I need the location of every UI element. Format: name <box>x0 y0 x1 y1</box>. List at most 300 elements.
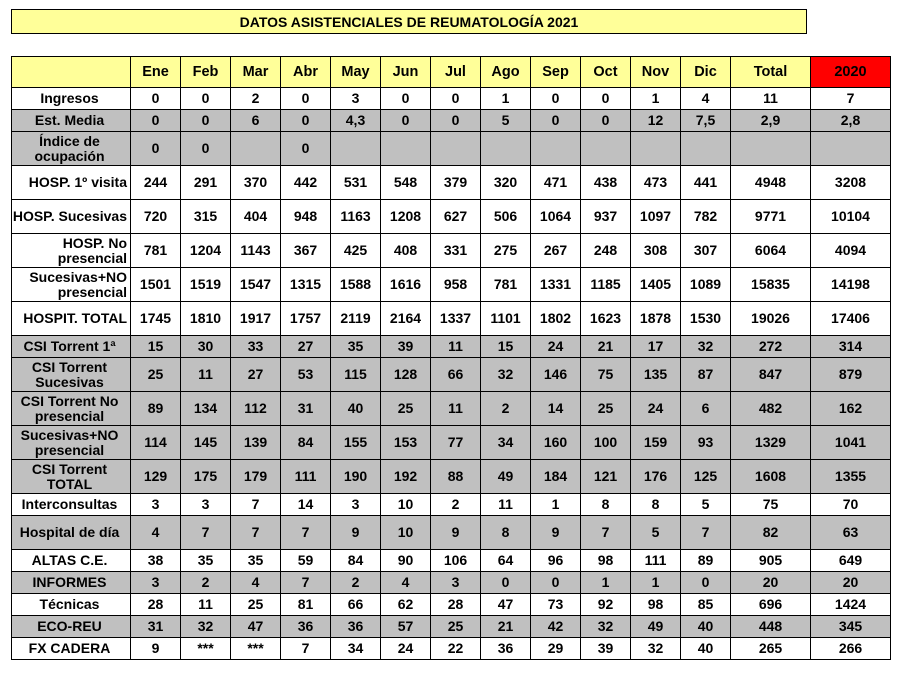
table-cell: 4 <box>231 572 281 594</box>
header-corner <box>12 57 131 88</box>
row-label: Índice de ocupación <box>12 132 131 166</box>
table-cell: 425 <box>331 234 381 268</box>
table-cell: 40 <box>681 616 731 638</box>
table-cell: 49 <box>631 616 681 638</box>
table-cell: 1623 <box>581 302 631 336</box>
table-cell: 7 <box>281 638 331 660</box>
table-cell: 111 <box>281 460 331 494</box>
table-cell: 14 <box>531 392 581 426</box>
table-cell: 84 <box>331 550 381 572</box>
table-cell <box>431 132 481 166</box>
table-cell: 1745 <box>131 302 181 336</box>
table-row <box>12 516 891 550</box>
table-cell: 145 <box>181 426 231 460</box>
table-cell: 77 <box>431 426 481 460</box>
row-label: FX CADERA <box>12 638 131 660</box>
table-cell: 11 <box>181 594 231 616</box>
table-cell: 4 <box>381 572 431 594</box>
column-header: Jul <box>431 57 481 88</box>
table-cell: 3 <box>181 494 231 516</box>
table-cell: 1185 <box>581 268 631 302</box>
table-cell: 85 <box>681 594 731 616</box>
table-cell: 7 <box>231 516 281 550</box>
table-cell: 1547 <box>231 268 281 302</box>
table-cell: 1 <box>631 572 681 594</box>
table-cell: 11 <box>481 494 531 516</box>
table-cell: 63 <box>811 516 891 550</box>
table-cell: 14 <box>281 494 331 516</box>
table-cell: 367 <box>281 234 331 268</box>
table-row <box>12 268 891 302</box>
column-header: Feb <box>181 57 231 88</box>
table-cell: 1810 <box>181 302 231 336</box>
row-label: HOSP. 1º visita <box>12 166 131 200</box>
table-cell: 3 <box>331 88 381 110</box>
table-cell: 720 <box>131 200 181 234</box>
table-cell: 159 <box>631 426 681 460</box>
table-cell: 32 <box>631 638 681 660</box>
table-cell: 36 <box>281 616 331 638</box>
table-cell: 275 <box>481 234 531 268</box>
table-cell: 7 <box>281 572 331 594</box>
table-cell: 32 <box>581 616 631 638</box>
column-header: May <box>331 57 381 88</box>
table-cell: 0 <box>181 132 231 166</box>
table-cell: 88 <box>431 460 481 494</box>
table-cell: 9 <box>431 516 481 550</box>
table-cell: 39 <box>581 638 631 660</box>
table-cell: 29 <box>531 638 581 660</box>
table-cell: 11 <box>431 392 481 426</box>
table-cell: 1315 <box>281 268 331 302</box>
table-cell: 438 <box>581 166 631 200</box>
row-label: INFORMES <box>12 572 131 594</box>
table-row <box>12 166 891 200</box>
table-cell: 1616 <box>381 268 431 302</box>
table-cell: 649 <box>811 550 891 572</box>
column-header: Sep <box>531 57 581 88</box>
table-cell: 36 <box>331 616 381 638</box>
table-cell: 627 <box>431 200 481 234</box>
table-cell <box>531 132 581 166</box>
table-cell: 146 <box>531 358 581 392</box>
report-title: DATOS ASISTENCIALES DE REUMATOLOGÍA 2021 <box>11 9 807 34</box>
table-cell: 379 <box>431 166 481 200</box>
table-cell: 1530 <box>681 302 731 336</box>
table-cell: 0 <box>181 110 231 132</box>
column-header: Nov <box>631 57 681 88</box>
table-row <box>12 460 891 494</box>
table-cell: 0 <box>381 110 431 132</box>
table-cell: 75 <box>731 494 811 516</box>
table-cell: 66 <box>331 594 381 616</box>
table-cell: 49 <box>481 460 531 494</box>
table-cell: 9 <box>131 638 181 660</box>
table-cell: 135 <box>631 358 681 392</box>
table-cell: 75 <box>581 358 631 392</box>
table-cell: 22 <box>431 638 481 660</box>
table-row <box>12 616 891 638</box>
table-cell: 0 <box>381 88 431 110</box>
table-cell: 1331 <box>531 268 581 302</box>
table-cell: 27 <box>231 358 281 392</box>
table-cell: 57 <box>381 616 431 638</box>
table-cell: 2 <box>181 572 231 594</box>
table-cell: 1097 <box>631 200 681 234</box>
table-cell: 2164 <box>381 302 431 336</box>
table-cell: 3 <box>331 494 381 516</box>
table-cell: 73 <box>531 594 581 616</box>
table-cell: 30 <box>181 336 231 358</box>
table-row <box>12 200 891 234</box>
table-cell: 0 <box>131 132 181 166</box>
table-cell <box>581 132 631 166</box>
table-cell: 17 <box>631 336 681 358</box>
table-cell: 27 <box>281 336 331 358</box>
table-cell: 8 <box>481 516 531 550</box>
table-cell: 0 <box>531 110 581 132</box>
table-cell: 21 <box>581 336 631 358</box>
table-cell: 35 <box>181 550 231 572</box>
column-header: Ene <box>131 57 181 88</box>
table-cell: 35 <box>331 336 381 358</box>
table-cell: 345 <box>811 616 891 638</box>
table-cell: 38 <box>131 550 181 572</box>
table-cell: 11 <box>731 88 811 110</box>
table-cell: 0 <box>131 110 181 132</box>
table-cell: 0 <box>531 572 581 594</box>
table-cell: 2 <box>431 494 481 516</box>
table-cell: 7 <box>281 516 331 550</box>
table-cell: 0 <box>281 132 331 166</box>
table-cell: 40 <box>331 392 381 426</box>
row-label: Sucesivas+NO presencial <box>12 268 131 302</box>
row-label: Ingresos <box>12 88 131 110</box>
table-cell: 17406 <box>811 302 891 336</box>
table-cell: 4,3 <box>331 110 381 132</box>
table-cell: 1878 <box>631 302 681 336</box>
table-row <box>12 302 891 336</box>
table-cell: 1089 <box>681 268 731 302</box>
table-cell: 24 <box>381 638 431 660</box>
table-cell <box>481 132 531 166</box>
row-label: HOSP. Sucesivas <box>12 200 131 234</box>
header-row <box>12 57 891 88</box>
table-cell: 2 <box>481 392 531 426</box>
table-cell: 0 <box>581 88 631 110</box>
table-cell: 9 <box>331 516 381 550</box>
table-cell: 448 <box>731 616 811 638</box>
table-cell: 5 <box>481 110 531 132</box>
table-cell: 782 <box>681 200 731 234</box>
table-cell: 36 <box>481 638 531 660</box>
column-header: Mar <box>231 57 281 88</box>
row-label: CSI Torrent Sucesivas <box>12 358 131 392</box>
table-cell: 1519 <box>181 268 231 302</box>
table-cell: 2,9 <box>731 110 811 132</box>
table-cell: 0 <box>181 88 231 110</box>
table-cell <box>631 132 681 166</box>
table-cell: 781 <box>481 268 531 302</box>
table-row <box>12 358 891 392</box>
table-cell: 548 <box>381 166 431 200</box>
table-cell: 291 <box>181 166 231 200</box>
table-cell: 1917 <box>231 302 281 336</box>
table-cell: 106 <box>431 550 481 572</box>
table-cell: 53 <box>281 358 331 392</box>
table-cell: 4 <box>131 516 181 550</box>
table-cell: 781 <box>131 234 181 268</box>
table-cell: 482 <box>731 392 811 426</box>
table-row <box>12 494 891 516</box>
table-cell: 10 <box>381 516 431 550</box>
table-cell: 153 <box>381 426 431 460</box>
table-cell: 9771 <box>731 200 811 234</box>
table-cell: 24 <box>631 392 681 426</box>
column-header: Ago <box>481 57 531 88</box>
table-cell: 0 <box>481 572 531 594</box>
table-cell: 100 <box>581 426 631 460</box>
table-cell: 272 <box>731 336 811 358</box>
table-cell: 15 <box>131 336 181 358</box>
table-cell: 473 <box>631 166 681 200</box>
table-cell: 90 <box>381 550 431 572</box>
row-label: Sucesivas+NO presencial <box>12 426 131 460</box>
table-cell: 1424 <box>811 594 891 616</box>
table-cell: 6064 <box>731 234 811 268</box>
table-cell: 47 <box>481 594 531 616</box>
table-cell <box>231 132 281 166</box>
table-cell: 1 <box>631 88 681 110</box>
table-cell: 114 <box>131 426 181 460</box>
table-cell: 24 <box>531 336 581 358</box>
table-row <box>12 132 891 166</box>
table-cell: 62 <box>381 594 431 616</box>
table-cell: 8 <box>581 494 631 516</box>
column-header: Oct <box>581 57 631 88</box>
table-cell: 32 <box>181 616 231 638</box>
table-cell: 34 <box>331 638 381 660</box>
data-table <box>11 56 891 660</box>
table-cell: 1588 <box>331 268 381 302</box>
table-cell: 4948 <box>731 166 811 200</box>
table-cell: 25 <box>431 616 481 638</box>
table-cell: 15835 <box>731 268 811 302</box>
table-cell: 370 <box>231 166 281 200</box>
table-cell: 162 <box>811 392 891 426</box>
table-cell: 1204 <box>181 234 231 268</box>
table-cell: 34 <box>481 426 531 460</box>
table-cell: 1608 <box>731 460 811 494</box>
table-cell: 25 <box>131 358 181 392</box>
table-row <box>12 88 891 110</box>
table-cell <box>381 132 431 166</box>
table-cell: 1501 <box>131 268 181 302</box>
table-cell: 2 <box>331 572 381 594</box>
table-cell: 696 <box>731 594 811 616</box>
table-cell: 66 <box>431 358 481 392</box>
table-cell: 1355 <box>811 460 891 494</box>
table-cell: 0 <box>681 572 731 594</box>
table-cell: 25 <box>381 392 431 426</box>
table-cell: 14198 <box>811 268 891 302</box>
row-label: ECO-REU <box>12 616 131 638</box>
table-cell: 42 <box>531 616 581 638</box>
table-cell: 175 <box>181 460 231 494</box>
table-cell: 331 <box>431 234 481 268</box>
table-cell: 0 <box>431 88 481 110</box>
table-cell: 121 <box>581 460 631 494</box>
table-cell: 33 <box>231 336 281 358</box>
table-cell: 98 <box>581 550 631 572</box>
table-cell: 112 <box>231 392 281 426</box>
table-cell: 1405 <box>631 268 681 302</box>
table-body <box>12 88 891 660</box>
row-label: CSI Torrent No presencial <box>12 392 131 426</box>
table-cell: 958 <box>431 268 481 302</box>
table-cell: 59 <box>281 550 331 572</box>
table-cell: 937 <box>581 200 631 234</box>
table-cell: 64 <box>481 550 531 572</box>
table-row <box>12 234 891 268</box>
table-cell: 248 <box>581 234 631 268</box>
table-row <box>12 594 891 616</box>
table-cell: 28 <box>431 594 481 616</box>
column-header: Abr <box>281 57 331 88</box>
table-cell: 20 <box>811 572 891 594</box>
table-cell: 7 <box>581 516 631 550</box>
table-cell: 7 <box>681 516 731 550</box>
table-cell: 176 <box>631 460 681 494</box>
column-header: 2020 <box>811 57 891 88</box>
table-cell: 1143 <box>231 234 281 268</box>
table-cell: 10 <box>381 494 431 516</box>
table-cell: 471 <box>531 166 581 200</box>
table-cell: 266 <box>811 638 891 660</box>
table-cell: 93 <box>681 426 731 460</box>
table-cell: 6 <box>681 392 731 426</box>
table-cell: 2 <box>231 88 281 110</box>
table-cell: 31 <box>131 616 181 638</box>
table-cell: 0 <box>581 110 631 132</box>
table-cell: 2119 <box>331 302 381 336</box>
table-row <box>12 572 891 594</box>
table-cell <box>681 132 731 166</box>
table-cell: 115 <box>331 358 381 392</box>
table-cell: 70 <box>811 494 891 516</box>
table-cell: 11 <box>181 358 231 392</box>
table-row <box>12 550 891 572</box>
table-cell: *** <box>181 638 231 660</box>
table-cell: 9 <box>531 516 581 550</box>
table-cell: 28 <box>131 594 181 616</box>
table-cell <box>731 132 811 166</box>
table-cell: 92 <box>581 594 631 616</box>
table-cell: 155 <box>331 426 381 460</box>
table-cell: 47 <box>231 616 281 638</box>
table-cell: 11 <box>431 336 481 358</box>
table-cell: 3 <box>431 572 481 594</box>
table-cell: 506 <box>481 200 531 234</box>
table-cell: 1163 <box>331 200 381 234</box>
table-cell: 7 <box>811 88 891 110</box>
table-cell: 3208 <box>811 166 891 200</box>
table-cell: 32 <box>681 336 731 358</box>
row-label: HOSPIT. TOTAL <box>12 302 131 336</box>
table-cell <box>811 132 891 166</box>
table-cell: 7 <box>231 494 281 516</box>
table-cell: 139 <box>231 426 281 460</box>
table-cell: 1802 <box>531 302 581 336</box>
table-cell: 1329 <box>731 426 811 460</box>
row-label: Interconsultas <box>12 494 131 516</box>
table-cell: 87 <box>681 358 731 392</box>
table-cell: 128 <box>381 358 431 392</box>
table-cell: 5 <box>681 494 731 516</box>
table-cell: 0 <box>281 88 331 110</box>
table-cell: 1757 <box>281 302 331 336</box>
table-cell: 129 <box>131 460 181 494</box>
table-cell: 15 <box>481 336 531 358</box>
table-cell: 160 <box>531 426 581 460</box>
table-cell: 19026 <box>731 302 811 336</box>
row-label: ALTAS C.E. <box>12 550 131 572</box>
table-cell: 1041 <box>811 426 891 460</box>
table-cell: 244 <box>131 166 181 200</box>
table-cell: *** <box>231 638 281 660</box>
table-cell: 21 <box>481 616 531 638</box>
table-cell: 6 <box>231 110 281 132</box>
table-cell: 442 <box>281 166 331 200</box>
table-cell: 98 <box>631 594 681 616</box>
row-label: Técnicas <box>12 594 131 616</box>
table-cell: 265 <box>731 638 811 660</box>
table-cell: 96 <box>531 550 581 572</box>
table-cell: 8 <box>631 494 681 516</box>
table-cell: 531 <box>331 166 381 200</box>
table-cell: 81 <box>281 594 331 616</box>
table-cell: 1337 <box>431 302 481 336</box>
row-label: Est. Media <box>12 110 131 132</box>
table-cell: 111 <box>631 550 681 572</box>
table-cell: 12 <box>631 110 681 132</box>
table-cell: 408 <box>381 234 431 268</box>
table-cell: 3 <box>131 572 181 594</box>
table-cell: 404 <box>231 200 281 234</box>
table-cell: 82 <box>731 516 811 550</box>
table-cell: 89 <box>131 392 181 426</box>
table-row <box>12 426 891 460</box>
row-label: Hospital de día <box>12 516 131 550</box>
table-cell: 307 <box>681 234 731 268</box>
table-cell: 179 <box>231 460 281 494</box>
table-cell: 35 <box>231 550 281 572</box>
table-cell: 315 <box>181 200 231 234</box>
table-cell: 1208 <box>381 200 431 234</box>
table-cell: 190 <box>331 460 381 494</box>
table-cell: 89 <box>681 550 731 572</box>
row-label: CSI Torrent 1ª <box>12 336 131 358</box>
table-cell: 125 <box>681 460 731 494</box>
table-cell: 10104 <box>811 200 891 234</box>
table-cell: 905 <box>731 550 811 572</box>
table-cell: 0 <box>531 88 581 110</box>
table-cell: 441 <box>681 166 731 200</box>
table-cell: 1064 <box>531 200 581 234</box>
table-cell: 5 <box>631 516 681 550</box>
column-header: Jun <box>381 57 431 88</box>
table-cell: 184 <box>531 460 581 494</box>
